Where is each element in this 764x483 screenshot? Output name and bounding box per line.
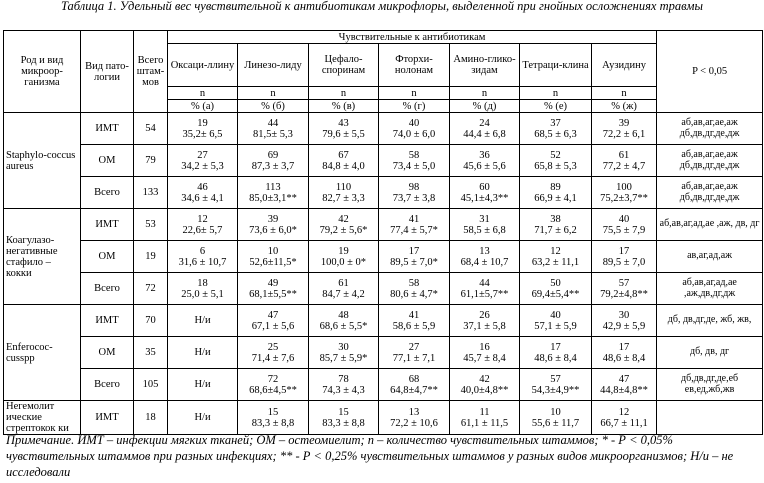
antibiotic-cell — [450, 305, 520, 337]
header-n: n — [520, 87, 592, 100]
pathology-type: ОМ — [81, 337, 134, 369]
percent-value: 58,6 ± 5,9 — [392, 320, 436, 332]
count-value: 37 — [550, 117, 561, 129]
count-value: 42 — [338, 213, 349, 225]
percent-value: 68,1±5,5** — [249, 288, 297, 300]
antibiotic-cell — [379, 209, 450, 241]
percent-value: 52,6±11,5* — [249, 256, 297, 268]
antibiotic-cell — [168, 177, 238, 209]
header-total: Всего штам-мов — [134, 31, 168, 113]
percent-value: 68,6±4,5** — [249, 384, 297, 396]
percent-value: 67,1 ± 5,6 — [251, 320, 295, 332]
percent-value: 68,4 ± 10,7 — [460, 256, 509, 268]
table-row — [4, 145, 763, 177]
header-n: n — [168, 87, 238, 100]
count-value: 44 — [479, 277, 490, 289]
percent-value: 75,5 ± 7,9 — [602, 224, 646, 236]
count-value: 39 — [267, 213, 279, 225]
count-value: 17 — [618, 341, 630, 353]
header-pct: % (г) — [379, 100, 450, 113]
antibiotic-cell — [379, 369, 450, 401]
sensitivity-table — [3, 30, 763, 435]
count-value: 72 — [267, 373, 279, 385]
p-significance: дб, дв,дг,де, жб, жв, — [657, 305, 763, 337]
antibiotic-cell — [379, 113, 450, 145]
count-value: 52 — [550, 149, 561, 161]
percent-value: 22,6± 5,7 — [182, 224, 223, 236]
count-value: 40 — [618, 213, 630, 225]
count-value: 13 — [408, 406, 420, 418]
count-value: 47 — [618, 373, 630, 385]
percent-value: 85,7 ± 5,9* — [319, 352, 368, 364]
count-value: 47 — [267, 309, 279, 321]
count-value: 31 — [479, 213, 490, 225]
count-value: 26 — [479, 309, 490, 321]
count-value: 17 — [408, 245, 420, 257]
percent-value: 64,8±4,7** — [390, 384, 438, 396]
header-p: P < 0,05 — [657, 31, 763, 113]
antibiotic-cell — [379, 145, 450, 177]
antibiotic-cell — [379, 273, 450, 305]
percent-value: 82,7 ± 3,3 — [322, 192, 365, 204]
percent-value: 68,5 ± 6,3 — [534, 128, 577, 140]
count-value: 49 — [267, 277, 279, 289]
antibiotic-cell — [592, 305, 657, 337]
strain-total: 105 — [134, 369, 168, 401]
count-value: 15 — [267, 406, 279, 418]
antibiotic-cell — [592, 209, 657, 241]
count-value: 46 — [197, 181, 208, 193]
antibiotic-cell — [520, 273, 592, 305]
count-value: 78 — [338, 373, 349, 385]
percent-value: 68,6 ± 5,5* — [319, 320, 368, 332]
count-value: 17 — [618, 245, 630, 257]
count-value: 38 — [550, 213, 561, 225]
header-antibiotic: Оксаци-ллину — [168, 44, 238, 87]
percent-value: 84,7 ± 4,2 — [322, 288, 365, 300]
p-significance: ав,аг,ад,аж — [657, 241, 763, 273]
percent-value: 87,3 ± 3,7 — [251, 160, 295, 172]
antibiotic-cell — [309, 145, 379, 177]
antibiotic-cell — [592, 273, 657, 305]
percent-value: 37,1 ± 5,8 — [463, 320, 506, 332]
antibiotic-cell — [309, 337, 379, 369]
count-value: 58 — [408, 277, 420, 289]
strain-total: 54 — [134, 113, 168, 145]
p-significance: аб,ав,аг,ае,аж дб,дв,дг,де,дж — [657, 177, 763, 209]
strain-total: 72 — [134, 273, 168, 305]
percent-value: 66,9 ± 4,1 — [534, 192, 577, 204]
count-value: 61 — [338, 277, 349, 289]
count-value: 11 — [479, 406, 490, 418]
count-value: 113 — [265, 181, 281, 193]
percent-value: 69,4±5,4** — [531, 288, 580, 300]
count-value: 100 — [616, 181, 632, 193]
count-value: 69 — [267, 149, 279, 161]
organism-name: Коагулазо-негативные стафило – кокки — [4, 209, 81, 305]
count-value: 24 — [479, 117, 490, 129]
antibiotic-cell — [450, 113, 520, 145]
percent-value: 58,5 ± 6,8 — [463, 224, 506, 236]
count-value: 25 — [267, 341, 279, 353]
percent-value: 73,7 ± 3,8 — [392, 192, 436, 204]
pathology-type: ИМТ — [81, 305, 134, 337]
antibiotic-cell — [592, 241, 657, 273]
antibiotic-cell — [520, 369, 592, 401]
percent-value: 75,2±3,7** — [600, 192, 648, 204]
strain-total: 19 — [134, 241, 168, 273]
antibiotic-cell — [520, 305, 592, 337]
antibiotic-cell — [520, 177, 592, 209]
percent-value: 71,7 ± 6,2 — [534, 224, 577, 236]
antibiotic-cell — [379, 305, 450, 337]
antibiotic-cell — [238, 273, 309, 305]
pathology-type: ОМ — [81, 241, 134, 273]
percent-value: 79,2 ± 5,6* — [319, 224, 368, 236]
percent-value: 80,6 ± 4,7* — [390, 288, 438, 300]
header-pct: % (в) — [309, 100, 379, 113]
antibiotic-cell — [450, 401, 520, 435]
antibiotic-cell — [520, 241, 592, 273]
antibiotic-cell — [238, 145, 309, 177]
table-row — [4, 369, 763, 401]
antibiotic-cell — [450, 241, 520, 273]
percent-value: 79,2±4,8** — [600, 288, 648, 300]
antibiotic-cell — [379, 337, 450, 369]
antibiotic-cell — [168, 273, 238, 305]
count-value: 27 — [197, 149, 208, 161]
p-significance: дб,дв,дг,де,еб ев,ед,жб,жв — [657, 369, 763, 401]
antibiotic-cell — [379, 401, 450, 435]
count-value: 15 — [338, 406, 349, 418]
table-row — [4, 113, 763, 145]
strain-total: 79 — [134, 145, 168, 177]
percent-value: 85,0±3,1** — [249, 192, 297, 204]
count-value: Н/и — [194, 412, 211, 423]
percent-value: 74,3 ± 4,3 — [322, 384, 365, 396]
pathology-type: ИМТ — [81, 401, 134, 435]
antibiotic-cell — [450, 273, 520, 305]
antibiotic-cell — [168, 241, 238, 273]
antibiotic-cell — [450, 145, 520, 177]
count-value: Н/и — [194, 347, 211, 358]
count-value: 30 — [618, 309, 630, 321]
count-value: 60 — [479, 181, 490, 193]
percent-value: 45,6 ± 5,6 — [463, 160, 506, 172]
table-row — [4, 177, 763, 209]
count-value: 61 — [618, 149, 630, 161]
table-caption: Таблица 1. Удельный вес чувствительной к антибиотикам микрофлоры, выделенной при гнойных осложнениях травмы — [61, 0, 703, 13]
header-pct: % (д) — [450, 100, 520, 113]
percent-value: 35,2± 6,5 — [182, 128, 223, 140]
p-significance: аб,ав,аг,ад,ае ,аж,дв,дг,дж — [657, 273, 763, 305]
count-value: 17 — [550, 341, 561, 353]
percent-value: 73,6 ± 6,0* — [249, 224, 297, 236]
header-n: n — [592, 87, 657, 100]
p-significance: дб, дв, дг — [657, 337, 763, 369]
count-value: 6 — [199, 245, 206, 257]
antibiotic-cell — [592, 145, 657, 177]
antibiotic-cell — [450, 337, 520, 369]
pathology-type: ОМ — [81, 145, 134, 177]
antibiotic-cell — [168, 305, 238, 337]
antibiotic-cell — [450, 177, 520, 209]
count-value: Н/и — [194, 315, 211, 326]
antibiotic-cell — [309, 369, 379, 401]
antibiotic-cell — [238, 305, 309, 337]
count-value: 12 — [618, 406, 630, 418]
count-value: 98 — [408, 181, 420, 193]
percent-value: 89,5 ± 7,0* — [390, 256, 438, 268]
antibiotic-cell — [379, 177, 450, 209]
count-value: 30 — [338, 341, 349, 353]
pathology-type: Всего — [81, 273, 134, 305]
antibiotic-cell — [520, 145, 592, 177]
strain-total: 70 — [134, 305, 168, 337]
header-sensitive: Чувствительные к антибиотикам — [168, 31, 657, 44]
percent-value: 34,6 ± 4,1 — [181, 192, 224, 204]
header-pct: % (б) — [238, 100, 309, 113]
count-value: 10 — [267, 245, 279, 257]
antibiotic-cell — [168, 209, 238, 241]
header-antibiotic: Цефало-споринам — [309, 44, 379, 87]
count-value: 16 — [479, 341, 490, 353]
percent-value: 31,6 ± 10,7 — [178, 256, 227, 268]
percent-value: 66,7 ± 11,1 — [600, 417, 648, 429]
antibiotic-cell — [592, 113, 657, 145]
antibiotic-cell — [379, 241, 450, 273]
header-n: n — [238, 87, 309, 100]
count-value: 13 — [479, 245, 490, 257]
percent-value: 25,0 ± 5,1 — [181, 288, 224, 300]
count-value: 19 — [338, 245, 349, 257]
count-value: 50 — [550, 277, 561, 289]
percent-value: 55,6 ± 11,7 — [531, 417, 580, 429]
header-antibiotic: Тетраци-клина — [520, 44, 592, 87]
p-significance: аб,ав,аг,ад,ае ,аж, дв, дг — [657, 209, 763, 241]
antibiotic-cell — [592, 369, 657, 401]
header-pct: % (е) — [520, 100, 592, 113]
antibiotic-cell — [168, 337, 238, 369]
antibiotic-cell — [238, 113, 309, 145]
percent-value: 40,0±4,8** — [460, 384, 509, 396]
count-value: 43 — [338, 117, 349, 129]
count-value: 57 — [618, 277, 630, 289]
organism-name: Enferococ-cusspp — [4, 305, 81, 401]
count-value: 58 — [408, 149, 420, 161]
header-n: n — [309, 87, 379, 100]
count-value: 40 — [408, 117, 420, 129]
percent-value: 44,4 ± 6,8 — [463, 128, 506, 140]
percent-value: 71,4 ± 7,6 — [251, 352, 295, 364]
header-antibiotic: Аузидину — [592, 44, 657, 87]
percent-value: 77,4 ± 5,7* — [390, 224, 438, 236]
antibiotic-cell — [309, 305, 379, 337]
antibiotic-cell — [238, 241, 309, 273]
antibiotic-cell — [168, 113, 238, 145]
percent-value: 34,2 ± 5,3 — [181, 160, 224, 172]
antibiotic-cell — [309, 209, 379, 241]
strain-total: 53 — [134, 209, 168, 241]
antibiotic-cell — [592, 401, 657, 435]
count-value: 68 — [408, 373, 420, 385]
percent-value: 77,2 ± 4,7 — [602, 160, 646, 172]
count-value: 57 — [550, 373, 561, 385]
antibiotic-cell — [309, 241, 379, 273]
antibiotic-cell — [309, 177, 379, 209]
count-value: 110 — [335, 181, 352, 193]
count-value: 18 — [197, 277, 208, 289]
percent-value: 61,1±5,7** — [460, 288, 509, 300]
organism-name: Staphylo-coccus aureus — [4, 113, 81, 209]
percent-value: 100,0 ± 0* — [320, 256, 367, 268]
header-n: n — [450, 87, 520, 100]
percent-value: 83,3 ± 8,8 — [322, 417, 365, 429]
antibiotic-cell — [168, 369, 238, 401]
header-antibiotic: Линезо-лиду — [238, 44, 309, 87]
percent-value: 72,2 ± 6,1 — [602, 128, 646, 140]
count-value: 41 — [408, 309, 420, 321]
percent-value: 48,6 ± 8,4 — [602, 352, 646, 364]
percent-value: 65,8 ± 5,3 — [534, 160, 577, 172]
header-pct: % (ж) — [592, 100, 657, 113]
antibiotic-cell — [238, 369, 309, 401]
antibiotic-cell — [520, 337, 592, 369]
antibiotic-cell — [309, 273, 379, 305]
percent-value: 48,6 ± 8,4 — [534, 352, 577, 364]
table-row — [4, 209, 763, 241]
count-value: Н/и — [194, 379, 211, 390]
count-value: 48 — [338, 309, 349, 321]
table-row — [4, 401, 763, 435]
header-pathology: Вид пато-логии — [81, 31, 134, 113]
count-value: 40 — [550, 309, 561, 321]
antibiotic-cell — [520, 401, 592, 435]
count-value: 27 — [408, 341, 420, 353]
table-note: Примечание. ИМТ – инфекции мягких тканей; ОМ – остеомиелит; n – количество чувствительных штаммов; * - Р < 0,05% чувствительных штаммов при разных инфекциях; ** - Р < 0,25% чувствительных штаммов у разных видов микроорганизмов; Н/и – не исследовали — [6, 433, 734, 479]
table-row — [4, 305, 763, 337]
header-antibiotic: Амино-глико-зидам — [450, 44, 520, 87]
strain-total: 133 — [134, 177, 168, 209]
antibiotic-cell — [238, 209, 309, 241]
header-antibiotic: Фторхи-нолонам — [379, 44, 450, 87]
count-value: 89 — [550, 181, 561, 193]
antibiotic-cell — [168, 145, 238, 177]
antibiotic-cell — [450, 209, 520, 241]
percent-value: 63,2 ± 11,1 — [531, 256, 580, 268]
percent-value: 77,1 ± 7,1 — [392, 352, 436, 364]
percent-value: 44,8±4,8** — [600, 384, 648, 396]
count-value: 10 — [550, 406, 561, 418]
percent-value: 45,1±4,3** — [460, 192, 509, 204]
antibiotic-cell — [520, 209, 592, 241]
table-row — [4, 337, 763, 369]
table-row — [4, 273, 763, 305]
percent-value: 81,5± 5,3 — [253, 128, 293, 140]
antibiotic-cell — [450, 369, 520, 401]
percent-value: 89,5 ± 7,0 — [602, 256, 646, 268]
percent-value: 79,6 ± 5,5 — [322, 128, 365, 140]
percent-value: 45,7 ± 8,4 — [463, 352, 506, 364]
antibiotic-cell — [238, 177, 309, 209]
strain-total: 35 — [134, 337, 168, 369]
header-n: n — [379, 87, 450, 100]
pathology-type: Всего — [81, 369, 134, 401]
count-value: 44 — [267, 117, 279, 129]
count-value: 12 — [550, 245, 561, 257]
antibiotic-cell — [309, 113, 379, 145]
organism-name: Негемолит ические стрептокок ки — [4, 401, 81, 435]
antibiotic-cell — [592, 177, 657, 209]
p-significance: аб,ав,аг,ае,аж дб,дв,дг,де,дж — [657, 113, 763, 145]
count-value: 42 — [479, 373, 490, 385]
percent-value: 73,4 ± 5,0 — [392, 160, 436, 172]
count-value: 39 — [618, 117, 630, 129]
count-value: 41 — [408, 213, 420, 225]
antibiotic-cell — [238, 337, 309, 369]
count-value: 12 — [197, 213, 208, 225]
antibiotic-cell — [238, 401, 309, 435]
pathology-type: ИМТ — [81, 209, 134, 241]
percent-value: 84,8 ± 4,0 — [322, 160, 365, 172]
percent-value: 61,1 ± 11,5 — [460, 417, 509, 429]
pathology-type: ИМТ — [81, 113, 134, 145]
antibiotic-cell — [168, 401, 238, 435]
percent-value: 57,1 ± 5,9 — [534, 320, 577, 332]
strain-total: 18 — [134, 401, 168, 435]
pathology-type: Всего — [81, 177, 134, 209]
p-significance: аб,ав,аг,ае,аж дб,дв,дг,де,дж — [657, 145, 763, 177]
header-pct: % (а) — [168, 100, 238, 113]
header-organism: Род и вид микроор-ганизма — [4, 31, 81, 113]
table-row — [4, 241, 763, 273]
antibiotic-cell — [592, 337, 657, 369]
percent-value: 42,9 ± 5,9 — [602, 320, 646, 332]
percent-value: 54,3±4,9** — [531, 384, 580, 396]
percent-value: 72,2 ± 10,6 — [390, 417, 438, 429]
antibiotic-cell — [520, 113, 592, 145]
percent-value: 74,0 ± 6,0 — [392, 128, 436, 140]
count-value: 19 — [197, 117, 208, 129]
count-value: 67 — [338, 149, 349, 161]
p-significance — [657, 401, 763, 435]
antibiotic-cell — [309, 401, 379, 435]
count-value: 36 — [479, 149, 490, 161]
percent-value: 83,3 ± 8,8 — [251, 417, 295, 429]
